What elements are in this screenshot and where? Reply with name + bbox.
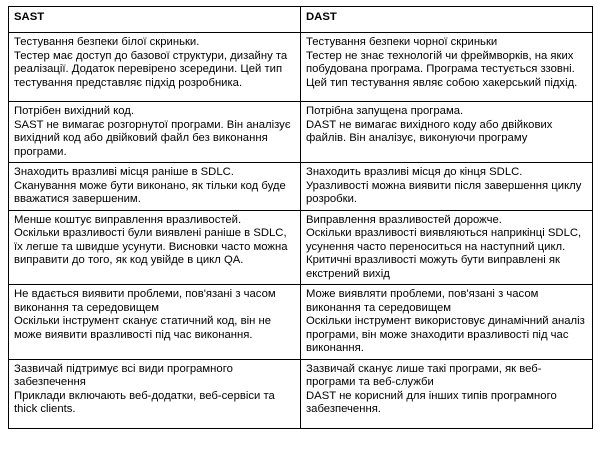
table-row [9, 359, 593, 428]
dast-cell-text: Потрібна запущена програма. DAST не вимагає вихідного коду або двійкових файлів. Він аналізує, виконуючи програму [306, 105, 553, 144]
sast-cell-text: Тестування безпеки білої скриньки. Тестер має доступ до базової структури, дизайну та реалізації. Додаток перевірено зсередини. Цей тип тестування представляє підхід розробника. [14, 36, 288, 89]
sast-cell-text: Менше коштує виправлення вразливостей. Оскільки вразливості були виявлені раніше в SDLC, їх легше та швидше усунути. Висновки часто можна виправити до того, як код увійде в цикл QA. [14, 213, 288, 266]
dast-cell-text: Тестування безпеки чорної скриньки Тестер не знає технологій чи фреймворків, на яких побудована програма. Програма тестується ззовні. Цей тип тестування являє собою хакерський підхід. [306, 36, 578, 89]
sast-cell [9, 285, 301, 360]
dast-cell [301, 285, 593, 360]
table-row [9, 285, 593, 360]
dast-cell-text: Знаходить вразливі місця до кінця SDLC. Уразливості можна виявити після завершення циклу розробки. [306, 166, 582, 205]
comparison-table-container [8, 6, 592, 429]
dast-cell-text: Виправлення вразливостей дорожче. Оскільки вразливості виявляються наприкінці SDLC, усунення часто переноситься на наступний цикл. Критичні вразливості можуть бути виправлені як екстрений вихід [306, 213, 582, 280]
dast-cell [301, 210, 593, 285]
sast-dast-comparison-table [8, 6, 593, 429]
dast-cell-text: Може виявляти проблеми, пов'язані з часом виконання та середовищем Оскільки інструмент використовує динамічний аналіз програми, він може знаходити вразливості під час виконання. [306, 288, 585, 354]
sast-cell [9, 102, 301, 163]
sast-cell [9, 33, 301, 102]
sast-cell [9, 163, 301, 211]
dast-cell [301, 359, 593, 428]
table-row [9, 102, 593, 163]
header-sast: SAST [9, 7, 301, 33]
sast-cell-text: Потрібен вихідний код. SAST не вимагає розгорнутої програми. Він аналізує вихідний код або двійковий файл без виконання програми. [14, 105, 291, 158]
sast-cell-text: Не вдається виявити проблеми, пов'язані з часом виконання та середовищем Оскільки інструмент сканує статичний код, він не може виявити вразливості під час виконання. [14, 288, 276, 341]
table-header-row [9, 7, 593, 33]
dast-cell [301, 102, 593, 163]
table-row [9, 210, 593, 285]
dast-cell [301, 33, 593, 102]
dast-cell [301, 163, 593, 211]
sast-cell-text: Зазвичай підтримує всі види програмного забезпечення Приклади включають веб-додатки, веб-сервіси та thick clients. [14, 362, 275, 415]
dast-cell-text: Зазвичай сканує лише такі програми, як веб-програми та веб-служби DAST не корисний для інших типів програмного забезпечення. [306, 362, 557, 415]
sast-cell [9, 359, 301, 428]
table-row [9, 33, 593, 102]
table-row [9, 163, 593, 211]
sast-cell [9, 210, 301, 285]
header-dast: DAST [301, 7, 593, 33]
sast-cell-text: Знаходить вразливі місця раніше в SDLC. Сканування може бути виконано, як тільки код буде вважатися завершеним. [14, 166, 286, 205]
